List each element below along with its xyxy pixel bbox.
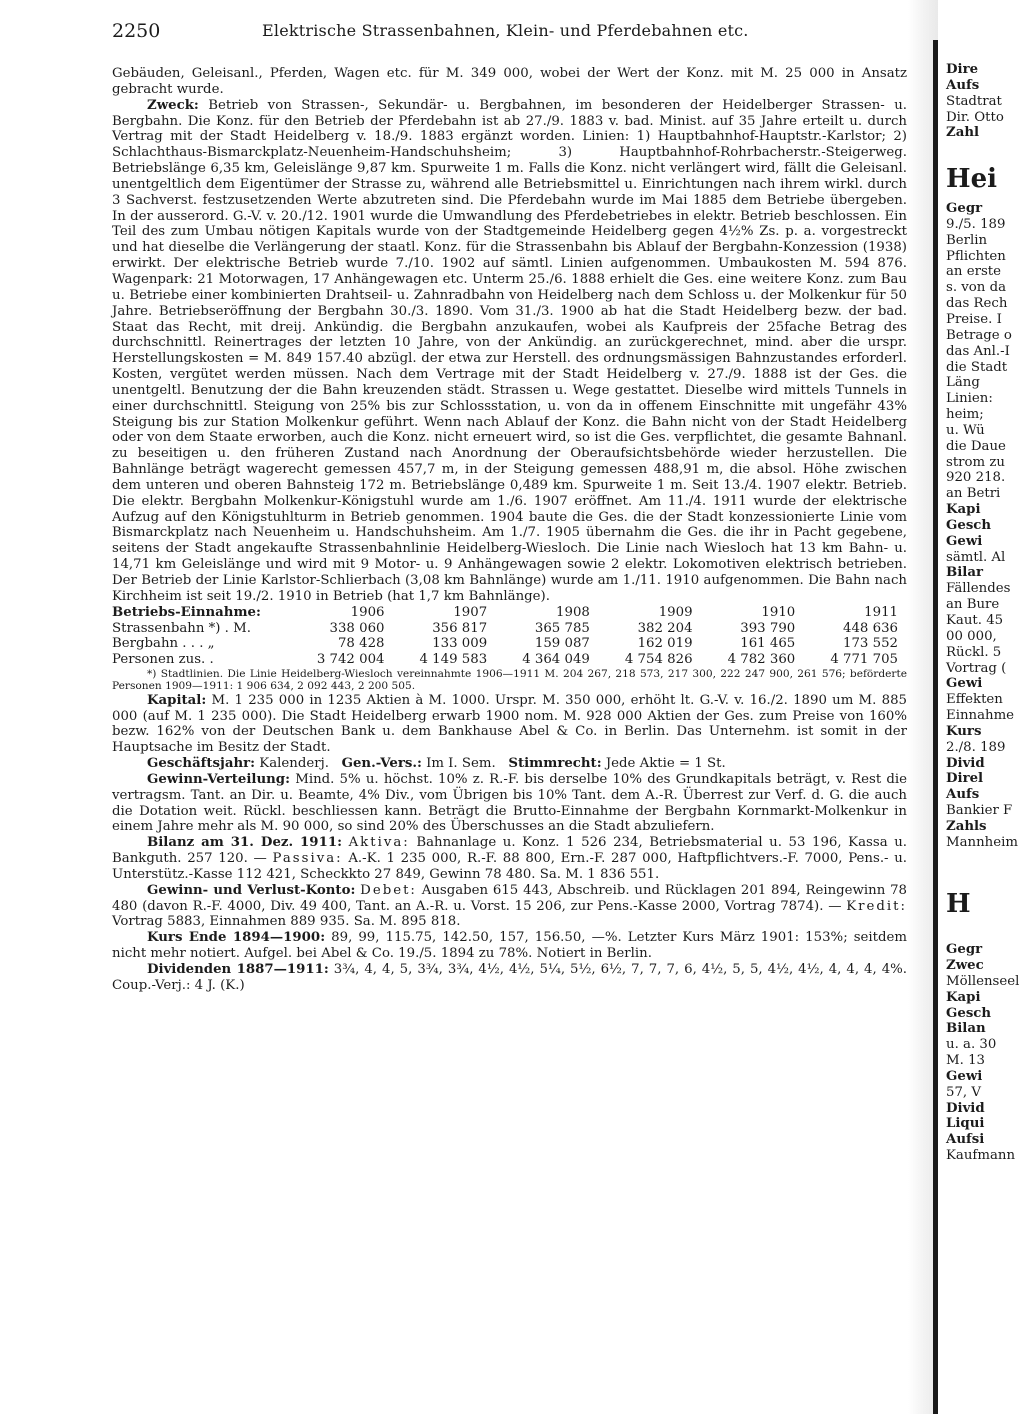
value-cell: 161 465 <box>740 636 796 652</box>
facing-page-line: Bilar <box>946 565 983 581</box>
zweck-label: Zweck: <box>147 97 199 113</box>
value-cell: 78 428 <box>337 636 385 652</box>
facing-page-line: 920 218. <box>946 470 1006 486</box>
facing-page-line: Kapi <box>946 502 981 518</box>
aktiva-text: Bahnanlage u. Konz. 1 526 234, Betriebsmaterial u. 53 196, Kassa u. Bankguth. 257 120. — <box>112 835 907 867</box>
year-cell: 1911 <box>864 604 898 620</box>
bilanz-paragraph <box>112 835 907 883</box>
facing-page-line: 9./5. 189 <box>946 216 1006 232</box>
facing-page-line: an Betri <box>946 486 1001 502</box>
running-title: Elektrische Strassenbahnen, Klein- und Pferdebahnen etc. <box>262 21 749 40</box>
kapital-paragraph <box>112 693 907 756</box>
facing-page-line: Effekten <box>946 692 1003 708</box>
row-label: Bergbahn . . . „ <box>112 636 215 652</box>
value-cell: 3 742 004 <box>316 652 385 668</box>
facing-page-line: 2./8. 189 <box>946 739 1006 755</box>
revenue-header-row <box>112 605 898 621</box>
debet-text: Ausgaben 615 443, Abschreib. und Rücklagen 201 894, Reingewinn 78 480 (davon R.-F. 4000, Div. 49 400, Tant. an A.-R. u. Vorst. 15 206, zur Pens.-Kasse 2000, Vortrag 7874). — <box>112 882 908 914</box>
facing-page-line <box>946 851 1000 867</box>
facing-page-line: Divid <box>946 1100 985 1116</box>
main-column <box>112 66 907 994</box>
facing-page-line: Aufsi <box>946 1132 985 1148</box>
facing-page-line: Preise. I <box>946 311 1002 327</box>
page-header <box>112 20 902 48</box>
facing-page-line: 57, V <box>946 1084 981 1100</box>
facing-page-line: Berlin <box>946 232 988 248</box>
table-row <box>112 621 898 637</box>
facing-page-line: u. Wü <box>946 422 985 438</box>
revenue-table <box>112 605 898 668</box>
dividenden-label: Dividenden 1887—1911: <box>147 962 329 977</box>
gewinn-text: Mind. 5% u. höchst. 10% z. R.-F. bis derselbe 10% des Grundkapitals beträgt, v. Rest die vertragsm. Tant. an Dir. u. Beamte, 4% Div., vom Übrigen bis 10% Tant. dem A.-R. Überrest zur Verf. d. G. die auch die Dotation weit. Rückl. beschliessen kann. Beträgt die Brutto-Einnahme der Bergbahn Kornmarkt-Molkenkur in einem Jahre mehr als M. 90 000, so sind 20% des Überschusses an die Stadt abzuliefern. <box>112 771 907 835</box>
value-cell: 133 009 <box>432 636 488 652</box>
facing-page-line: Gesch <box>946 1005 992 1021</box>
table-row <box>112 636 898 652</box>
facing-page-line: Zahl <box>946 125 980 141</box>
facing-page-line: Mannheim <box>946 834 1018 850</box>
revenue-label: Betriebs-Einnahme: <box>112 604 261 620</box>
facing-page-line: heim; <box>946 407 984 423</box>
table-row <box>112 652 898 668</box>
facing-page-line: Dire <box>946 62 979 77</box>
facing-page-line: Stadtrat <box>946 93 1002 109</box>
facing-page-line: an Bure <box>946 597 1000 613</box>
facing-page-line: Rückl. 5 <box>946 644 1002 660</box>
facing-page-line: das Rech <box>946 296 1008 312</box>
facing-page-line: Kaut. 45 <box>946 613 1004 628</box>
kapital-label: Kapital: <box>147 692 207 708</box>
value-cell: 4 782 360 <box>727 652 796 668</box>
zweck-text: Betrieb von Strassen-, Sekundär- u. Bergbahnen, im besonderen der Heidelberger Strassen- u. Bergbahn. Die Konz. für den Betrieb der Pferdebahn ist ab 27./9. 1883 v. bad. Minist. auf 35 Jahre erteilt u. durch Vertrag mit der Stadt Heidelberg v. 18./9. 1883 ergänzt worden. Linien: 1) Hauptbahnhof-Hauptstr.-Karlstor; 2) Schlachthaus-Bismarckplatz-Neuenheim-Handschuhsheim; 3) Hauptbahnhof-Rohrbacherstr.-Steigerweg. Betriebslänge 6,35 km, Geleislänge 9,87 km. Spurweite 1 m. Falls die Konz. nicht verlängert wird, fällt die Geleisanl. unentgeltlich dem Eigentümer der Strasse zu, während alle Betriebsmittel u. Einrichtungen nach ihrem wirkl. durch 3 Sachverst. festzusetzenden Werte abzutreten sind. Die Pferdebahn wurde im Mai 1885 dem Betriebe übergeben. In der ausserord. G.-V. v. 20./12. 1901 wurde die Umwandlung des Pferdebetriebes in elektr. Betrieb beschlossen. Ein Teil des zum Umbau nötigen Kapitals wurde von der Stadtgemeinde Heidelberg gegen 4½% Zs. p. a. vorgestreckt und hat dieselbe die Verlängerung der staatl. Konz. für die Strassenbahn bis Ablauf der Bergbahn-Konzession (1938) erwirkt. Der elektrische Betrieb wurde 7./10. 1902 auf sämtl. Linien aufgenommen. Umbaukosten M. 594 876. Wagenpark: 21 Motorwagen, 17 Anhängewagen etc. Unterm 25./6. 1888 erhielt die Ges. eine weitere Konz. zum Bau u. Betriebe einer kombinierten Drahtseil- u. Zahnradbahn von Heidelberg nach dem Schloss u. der Molkenkur für 50 Jahre. Betriebseröffnung der Bergbahn 30./3. 1890. Vom 31./3. 1900 ab hat die Stadt Heidelberg bezw. der bad. Staat das Recht, mit dreij. Ankündig. die Bergbahn anzukaufen, wobei als Kaufpreis der 25fache Betrag des durchschnittl. Reinertrages der letzten 10 Jahre, von der Ankündig. an zurückgerechnet, mind. aber die urspr. Herstellungskosten = M. 849 157.40 abzügl. der etwa zur Herstell. des ordnungsmässigen Bahnzustandes erforderl. Kosten, vergütet werden müssen. Nach dem Vertrage mit der Stadt Heidelberg v. 27./9. 1888 ist der Ges. die unentgeltl. Benutzung der die Bahn kreuzenden städt. Strassen u. Wege gestattet. Dieselbe wird mittels Tunnels in einer durchschnittl. Steigung von 25% bis zur Schlossstation, u. von da in offenem Einschnitte mit ungefähr 43% Steigung bis zur Station Molkenkur geführt. Wenn nach Ablauf der Konz. die Bahn nicht von der Stadt Heidelberg oder von dem Staate erworben, auch die Konz. nicht erneuert wird, so ist die Ges. verpflichtet, die gesamte Bahnanl. zu beseitigen u. den früheren Zustand nach Anordnung der Oberaufsichtsbehörde wieder herzustellen. Die Bahnlänge beträgt wagerecht gemessen 457,7 m, in der Steigung gemessen 488,91 m, die absol. Höhe zwischen dem unteren und oberen Bahnsteig 172 m. Betriebslänge 0,489 km. Spurweite 1 m. Seit 13./4. 1907 elektr. Betrieb. Die elektr. Bergbahn Molkenkur-Königstuhl wurde am 1./6. 1907 eröffnet. Am 11./4. 1911 wurde der elektrische Aufzug auf den Königstuhlturm in Betrieb genommen. 1904 baute die Ges. die der Stadt konzessionierte Linie vom Bismarckplatz nach Neuenheim u. Handschuhsheim. Am 1./7. 1905 übernahm die Ges. die ihr in Pacht gegebene, seitens der Stadt angekaufte Strassenbahnlinie Heidelberg-Wiesloch. Die Linie nach Wiesloch hat 13 km Bahn- u. 14,71 km Geleislänge und wird mit 9 Motor- u. 9 Anhängewagen sowie 2 elektr. Lokomotiven elektrisch betrieben. Der Betrieb der Linie Karlstor-Schlierbach (3,08 km Bahnlänge) wurde am 1./11. 1910 aufgenommen. Die Bahn nach Kirchheim ist seit 19./2. 1910 in Betrieb (hat 1,7 km Bahnlänge). <box>112 97 908 604</box>
passiva-label: Passiva: <box>272 851 343 867</box>
facing-page-line: Gegr <box>946 942 983 958</box>
facing-page-line: Bankier F <box>946 803 1013 819</box>
facing-page-line: Läng <box>946 375 980 391</box>
aktiva-label: Aktiva: <box>348 835 410 851</box>
gv-text: Im I. Sem. <box>426 756 496 772</box>
value-cell: 382 204 <box>637 620 693 636</box>
gewinn-paragraph <box>112 772 907 835</box>
value-cell: 4 149 583 <box>419 652 488 668</box>
meta-line <box>112 756 907 772</box>
page-number: 2250 <box>112 20 161 42</box>
year-cell: 1909 <box>658 604 693 620</box>
value-cell: 4 754 826 <box>624 652 693 668</box>
value-cell: 173 552 <box>843 636 898 652</box>
gj-text: Kalenderj. <box>259 756 329 772</box>
facing-page-line: das Anl.-I <box>946 343 1010 359</box>
kredit-label: Kredit: <box>846 898 907 914</box>
year-cell: 1908 <box>556 604 590 620</box>
gj-label: Geschäftsjahr: <box>147 756 256 772</box>
dividenden-text: 3¾, 4, 4, 5, 3¾, 3¾, 4½, 4½, 5¼, 5½, 6½, 7, 7, 7, 6, 4½, 5, 5, 4½, 4½, 4, 4, 4, 4%. Coup.-Verj.: 4 J. (K.) <box>112 962 908 993</box>
gewinn-label: Gewinn-Verteilung: <box>147 771 291 787</box>
kurs-label: Kurs Ende 1894—1900: <box>147 930 326 946</box>
facing-page-line <box>946 141 1000 157</box>
bilanz-label: Bilanz am 31. Dez. 1911: <box>147 835 342 851</box>
facing-page-line: Hei <box>946 164 997 195</box>
facing-page-line: Gewi <box>946 1068 983 1084</box>
facing-page-line: Liqui <box>946 1116 985 1132</box>
facing-page-line: Bilan <box>946 1021 986 1037</box>
facing-page-fragment <box>946 62 1019 1164</box>
year-cell: 1906 <box>350 604 385 620</box>
facing-page-line: Fällendes <box>946 581 1011 597</box>
dividenden-paragraph <box>112 962 907 994</box>
facing-page-line <box>946 926 1000 942</box>
year-cell: 1910 <box>761 604 796 620</box>
facing-page-line: Aufs <box>946 77 980 93</box>
facing-page-line: an erste <box>946 264 1001 280</box>
facing-page-line: Möllenseel <box>946 973 1019 989</box>
facing-page-line: H <box>946 889 971 920</box>
facing-page-line: Gewi <box>946 533 983 549</box>
facing-page-line: Divid <box>946 755 985 771</box>
debet-label: Debet: <box>360 882 417 898</box>
facing-page-line: M. 13 <box>946 1053 985 1069</box>
value-cell: 365 785 <box>534 620 590 636</box>
value-cell: 448 636 <box>843 620 898 636</box>
value-cell: 393 790 <box>740 620 796 636</box>
value-cell: 4 364 049 <box>522 652 590 668</box>
facing-page-line: sämtl. Al <box>946 549 1006 565</box>
facing-page-line: u. a. 30 <box>946 1037 997 1053</box>
gv-label: Gen.-Vers.: <box>341 756 422 772</box>
facing-page-line: Aufs <box>946 787 980 803</box>
facing-page-line: Direl <box>946 771 984 787</box>
guv-label: Gewinn- und Verlust-Konto: <box>147 882 356 898</box>
zweck-paragraph <box>112 98 907 605</box>
facing-page-line: Gesch <box>946 517 992 533</box>
stimm-label: Stimmrecht: <box>508 756 602 772</box>
facing-page-line: Einnahme <box>946 708 1015 724</box>
kapital-text: M. 1 235 000 in 1235 Aktien à M. 1000. Urspr. M. 350 000, erhöht lt. G.-V. v. 16./2. 1890 um M. 885 000 (auf M. 1 235 000). Die Stadt Heidelberg erwarb 1900 nom. M. 928 000 Aktien der Ges. zum Preise von 160% bezw. 162% von der Deutschen Bank u. dem Bankhause Abel & Co. in Berlin. Das Unternehm. ist somit in der Hauptsache im Besitz der Stadt. <box>112 692 907 756</box>
value-cell: 162 019 <box>637 636 693 652</box>
year-cell: 1907 <box>453 604 488 620</box>
row-label: Strassenbahn *) . M. <box>112 620 251 636</box>
facing-page-line: Zwec <box>946 958 984 974</box>
facing-page-line: Linien: <box>946 391 993 407</box>
intro-paragraph: Gebäuden, Geleisanl., Pferden, Wagen etc. für M. 349 000, wobei der Wert der Konz. mit M. 25 000 in Ansatz gebracht wurde. <box>112 66 907 97</box>
facing-page-line: die Daue <box>946 438 1006 454</box>
kredit-text: Vortrag 5883, Einnahmen 889 935. Sa. M. 895 818. <box>112 914 461 930</box>
facing-page-line: strom zu <box>946 454 1005 470</box>
book-spine <box>933 40 938 1414</box>
facing-page-line: Kurs <box>946 723 982 739</box>
row-label: Personen zus. . <box>112 652 214 668</box>
facing-page-line <box>946 867 1000 883</box>
stimm-text: Jede Aktie = 1 St. <box>605 756 726 772</box>
kurs-paragraph <box>112 930 907 962</box>
value-cell: 4 771 705 <box>830 652 898 668</box>
facing-page-line: Vortrag ( <box>946 660 1007 676</box>
facing-page-line: Pflichten <box>946 248 1006 264</box>
facing-page-line: 00 000, <box>946 628 997 644</box>
value-cell: 356 817 <box>432 620 488 636</box>
revenue-footnote: *) Stadtlinien. Die Linie Heidelberg-Wiesloch vereinnahmte 1906—1911 M. 204 267, 218 573, 217 300, 222 247 900, 261 576; beförderte Personen 1909—1911: 1 906 634, 2 092 443, 2 200 505. <box>112 668 907 693</box>
facing-page-line: Betrage o <box>946 327 1012 343</box>
facing-page-line: Zahls <box>946 818 987 834</box>
facing-page-line: Gegr <box>946 201 983 217</box>
facing-page-line: Kapi <box>946 989 981 1005</box>
facing-page-line: Gewi <box>946 676 983 692</box>
value-cell: 338 060 <box>329 620 385 636</box>
facing-page-line: s. von da <box>946 280 1007 296</box>
passiva-text: A.-K. 1 235 000, R.-F. 88 800, Ern.-F. 287 000, Haftpflichtvers.-F. 7000, Pens.- u. Unterstütz.-Kasse 112 421, Scheckkto 27 849, Gewinn 78 480. Sa. M. 1 836 551. <box>112 851 907 882</box>
facing-page-line: die Stadt <box>946 359 1008 375</box>
guv-paragraph <box>112 883 907 931</box>
facing-page-line: Kaufmann <box>946 1148 1016 1164</box>
kurs-text: 89, 99, 115.75, 142.50, 157, 156.50, —%. Letzter Kurs März 1901: 153%; seitdem nicht mehr notiert. Aufgel. bei Abel & Co. 19./5. 1894 zu 78%. Notiert in Berlin. <box>112 930 907 962</box>
value-cell: 159 087 <box>534 636 590 652</box>
facing-page-line: Dir. Otto <box>946 109 1004 125</box>
